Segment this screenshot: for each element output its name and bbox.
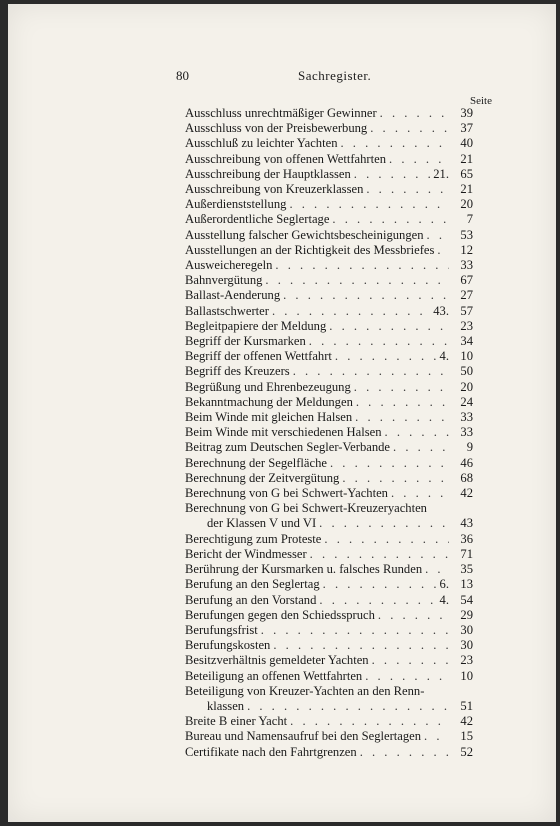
entry-label: Ausschluß zu leichter Yachten (185, 136, 338, 151)
entry-page-number: 9 (466, 440, 473, 455)
index-entry (185, 471, 473, 486)
entry-page-number: 52 (460, 744, 473, 759)
entry-label: Berufung an den Vorstand (185, 592, 317, 607)
index-entry (185, 608, 473, 623)
dot-leader (339, 471, 449, 486)
entry-label: Berufungen gegen den Schiedsspruch (185, 607, 375, 622)
entry-paragraph-ref: 21. (433, 166, 449, 181)
dot-leader (352, 410, 449, 425)
entry-page-number: 35 (460, 562, 473, 577)
dot-leader (363, 182, 449, 197)
index-entry (185, 623, 473, 638)
index-entry (185, 273, 473, 288)
index-entry (185, 152, 473, 167)
entry-label: Begleitpapiere der Meldung (185, 318, 327, 333)
entry-page-number: 65 (460, 166, 473, 181)
dot-leader (286, 197, 449, 212)
dot-leader (320, 577, 438, 592)
entry-label: Bureau und Namensaufruf bei den Seglertagen (185, 729, 422, 744)
index-entry (185, 516, 473, 531)
index-entry (185, 684, 473, 699)
entry-page-number: 20 (460, 379, 473, 394)
entry-label: klassen (207, 698, 245, 713)
entry-page-number: 33 (460, 410, 473, 425)
entry-page-number: 51 (460, 698, 473, 713)
index-entry (185, 440, 473, 455)
entry-label: Bericht der Windmesser (185, 546, 307, 561)
entry-label: Außerordentliche Seglertage (185, 212, 330, 227)
entry-label: Bahnvergütung (185, 273, 263, 288)
entry-page-number: 42 (460, 486, 473, 501)
index-entry (185, 547, 473, 562)
entry-page-number: 10 (460, 668, 473, 683)
entry-label: Berechnung von G bei Schwert-Kreuzeryachten (185, 501, 427, 516)
entry-label: Ausstellung falscher Gewichtsbescheinigungen (185, 227, 424, 242)
entry-page-number: 67 (460, 273, 473, 288)
index-entry (185, 562, 473, 577)
dot-leader (307, 547, 449, 562)
dot-leader (421, 729, 449, 744)
dot-leader (382, 425, 449, 440)
dot-leader (272, 258, 449, 273)
entry-page-number: 10 (460, 349, 473, 364)
page-number: 80 (176, 68, 189, 83)
entry-label: Ballast-Aenderung (185, 288, 281, 303)
entry-page-number: 40 (460, 136, 473, 151)
entry-label: Begriff der Kursmarken (185, 334, 306, 349)
entry-label: Begrüßung und Ehrenbezeugung (185, 379, 351, 394)
entry-page-number: 46 (460, 455, 473, 470)
dot-leader (290, 364, 449, 379)
index-entry (185, 486, 473, 501)
entry-page-number: 42 (460, 714, 473, 729)
dot-leader (375, 608, 449, 623)
entry-page-number: 20 (460, 197, 473, 212)
dot-leader (362, 669, 449, 684)
index-entry (185, 349, 473, 364)
entry-page-number: 33 (460, 425, 473, 440)
entry-page-number: 34 (460, 334, 473, 349)
entry-page-number: 13 (460, 577, 473, 592)
entry-label: Breite B einer Yacht (185, 714, 288, 729)
dot-leader (321, 532, 449, 547)
entry-label: Ausschreibung von Kreuzerklassen (185, 182, 364, 197)
index-entry (185, 228, 473, 243)
entry-label: Berufungsfrist (185, 622, 258, 637)
dot-leader (351, 167, 431, 182)
dot-leader (329, 212, 449, 227)
dot-leader (386, 152, 449, 167)
entry-label: Begriff des Kreuzers (185, 364, 290, 379)
index-entry (185, 167, 473, 182)
entry-label: Außerdienststellung (185, 197, 287, 212)
entry-page-number: 50 (460, 364, 473, 379)
entry-label: Ausschluss von der Preisbewerbung (185, 121, 368, 136)
entry-label: Ausschreibung von offenen Wettfahrten (185, 151, 387, 166)
entry-page-number: 27 (460, 288, 473, 303)
index-entry (185, 182, 473, 197)
entry-label: der Klassen V und VI (207, 516, 317, 531)
dot-leader (332, 349, 438, 364)
entry-page-number: 36 (460, 531, 473, 546)
dot-leader (357, 745, 449, 760)
entry-page-number: 39 (460, 106, 473, 120)
index-entry (185, 501, 473, 516)
dot-leader (270, 638, 449, 653)
entry-label: Certifikate nach den Fahrtgrenzen (185, 744, 357, 759)
entry-label: Ausschreibung der Hauptklassen (185, 166, 351, 181)
index-entry (185, 638, 473, 653)
entry-label: Ausschluss unrechtmäßiger Gewinner (185, 106, 377, 120)
entry-label: Begriff der offenen Wettfahrt (185, 349, 332, 364)
dot-leader (287, 714, 449, 729)
index-entry (185, 729, 473, 744)
entry-label: Besitzverhältnis gemeldeter Yachten (185, 653, 369, 668)
entry-label: Berufung an den Seglertag (185, 577, 320, 592)
index-entry (185, 669, 473, 684)
entry-label: Ballastschwerter (185, 303, 269, 318)
index-entry (185, 258, 473, 273)
index-entry (185, 456, 473, 471)
dot-leader (280, 288, 449, 303)
dot-leader (327, 456, 449, 471)
entry-page-number: 30 (460, 638, 473, 653)
dot-leader (316, 593, 437, 608)
entry-label: Beim Winde mit verschiedenen Halsen (185, 425, 382, 440)
entry-page-number: 54 (460, 592, 473, 607)
dot-leader (338, 136, 450, 151)
dot-leader (424, 228, 449, 243)
index-entry (185, 395, 473, 410)
index-entry (185, 288, 473, 303)
entry-page-number: 23 (460, 318, 473, 333)
entry-page-number: 71 (460, 546, 473, 561)
dot-leader (369, 653, 449, 668)
entry-label: Beteiligung von Kreuzer-Yachten an den Renn- (185, 683, 425, 698)
dot-leader (306, 334, 449, 349)
dot-leader (262, 273, 449, 288)
dot-leader (353, 395, 449, 410)
index-entry (185, 425, 473, 440)
index-entry (185, 745, 473, 760)
entry-page-number: 37 (460, 121, 473, 136)
index-entry (185, 364, 473, 379)
index-entry (185, 593, 473, 608)
index-entry (185, 136, 473, 151)
book-page (8, 4, 556, 822)
entry-page-number: 24 (460, 394, 473, 409)
index-entry (185, 304, 473, 319)
entry-paragraph-ref: 4. (439, 349, 449, 364)
index-entry (185, 243, 473, 258)
index-entry (185, 380, 473, 395)
index-entry (185, 319, 473, 334)
index-entry (185, 106, 473, 121)
dot-leader (388, 486, 449, 501)
dot-leader (316, 516, 449, 531)
entry-label: Bekanntmachung der Meldungen (185, 394, 353, 409)
entry-label: Berechnung der Segelfläche (185, 455, 327, 470)
dot-leader (351, 380, 449, 395)
dot-leader (377, 106, 449, 121)
index-entry (185, 212, 473, 227)
dot-leader (367, 121, 449, 136)
dot-leader (390, 440, 449, 455)
entry-label: Beitrag zum Deutschen Segler-Verbande (185, 440, 391, 455)
entry-page-number: 21 (460, 151, 473, 166)
entry-page-number: 57 (460, 303, 473, 318)
column-heading-seite: Seite (470, 95, 492, 107)
entry-label: Ausstellungen an der Richtigkeit des Messbriefes (185, 242, 435, 257)
entry-page-number: 53 (460, 227, 473, 242)
running-title: Sachregister. (298, 68, 372, 83)
index-entry (185, 699, 473, 714)
entry-label: Beteiligung an offenen Wettfahrten (185, 668, 363, 683)
index-entry (185, 653, 473, 668)
entry-label: Berufungskosten (185, 638, 271, 653)
entry-page-number: 33 (460, 258, 473, 273)
entry-page-number: 43 (460, 516, 473, 531)
index-entry (185, 410, 473, 425)
index-entry (185, 334, 473, 349)
index-entry (185, 121, 473, 136)
dot-leader (258, 623, 449, 638)
index-entry (185, 197, 473, 212)
dot-leader (326, 319, 449, 334)
entry-label: Berührung der Kursmarken u. falsches Runden (185, 562, 423, 577)
entry-label: Beim Winde mit gleichen Halsen (185, 410, 353, 425)
entry-page-number: 68 (460, 470, 473, 485)
entry-page-number: 30 (460, 622, 473, 637)
entry-page-number: 15 (460, 729, 473, 744)
index-entry (185, 577, 473, 592)
dot-leader (269, 304, 431, 319)
dot-leader (244, 699, 449, 714)
entry-label: Berechtigung zum Proteste (185, 531, 322, 546)
entry-paragraph-ref: 43. (433, 303, 449, 318)
entry-paragraph-ref: 6. (439, 577, 449, 592)
entry-label: Ausweicheregeln (185, 258, 273, 273)
dot-leader (422, 562, 449, 577)
entry-page-number: 29 (460, 607, 473, 622)
entry-page-number: 7 (466, 212, 473, 227)
index-entry-list (185, 106, 473, 760)
entry-page-number: 21 (460, 182, 473, 197)
entry-page-number: 23 (460, 653, 473, 668)
entry-paragraph-ref: 4. (439, 592, 449, 607)
entry-page-number: 12 (460, 242, 473, 257)
index-entry (185, 532, 473, 547)
entry-label: Berechnung der Zeitvergütung (185, 470, 340, 485)
dot-leader (434, 243, 449, 258)
index-entry (185, 714, 473, 729)
entry-label: Berechnung von G bei Schwert-Yachten (185, 486, 388, 501)
